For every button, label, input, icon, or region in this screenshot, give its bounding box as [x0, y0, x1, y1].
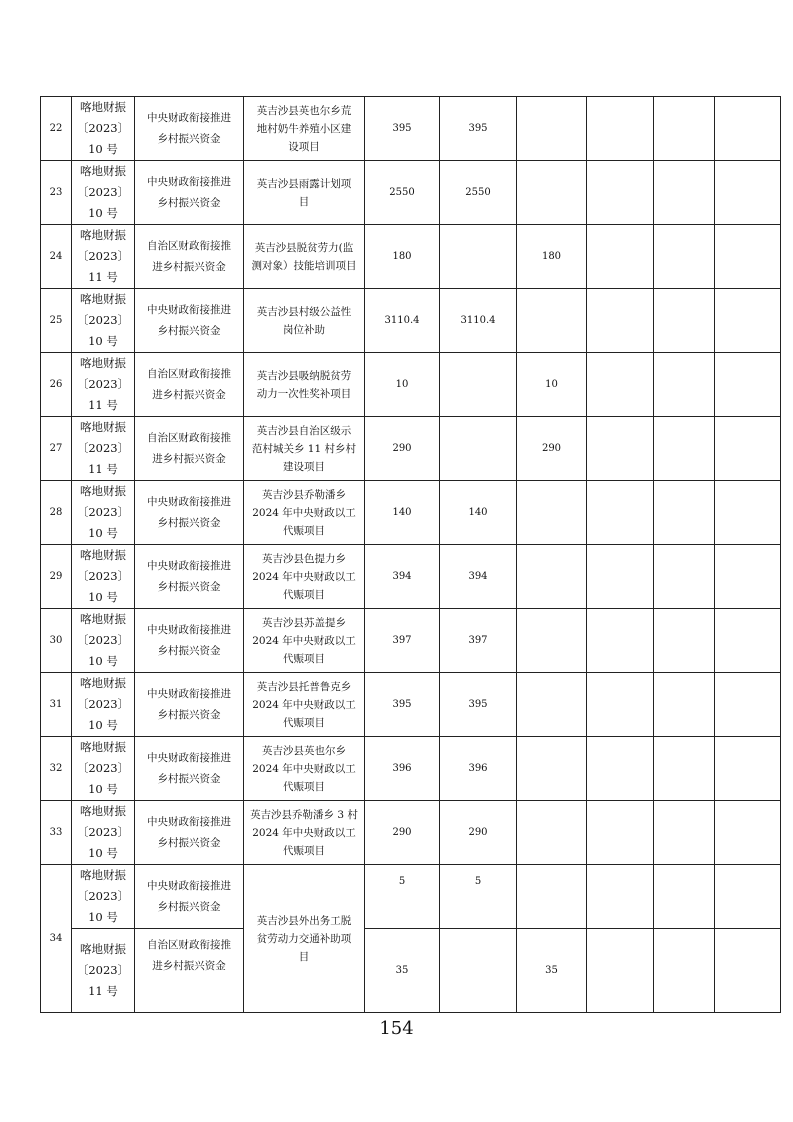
amount-col-9 — [654, 353, 715, 417]
amount-region — [517, 97, 587, 161]
amount-region: 10 — [517, 353, 587, 417]
amount-central: 3110.4 — [440, 289, 517, 353]
document-number — [72, 865, 135, 929]
amount-col-9 — [654, 737, 715, 801]
table-row — [41, 545, 781, 609]
amount-col-10 — [715, 353, 781, 417]
amount-col-8 — [587, 673, 654, 737]
amount-region — [517, 289, 587, 353]
text-line: 2024 年中央财政以工 — [252, 634, 356, 647]
fund-source — [135, 225, 244, 289]
text-line: 10 号 — [88, 334, 118, 348]
project-name — [244, 97, 365, 161]
document-number — [72, 97, 135, 161]
amount-col-9 — [654, 929, 715, 1013]
amount-col-9 — [654, 609, 715, 673]
document-number — [72, 353, 135, 417]
row-number: 28 — [41, 481, 72, 545]
project-name — [244, 481, 365, 545]
amount-col-8 — [587, 289, 654, 353]
table-row — [41, 161, 781, 225]
text-line: 目 — [298, 195, 310, 208]
text-line: 代赈项目 — [283, 524, 325, 537]
amount-region — [517, 737, 587, 801]
amount-col-9 — [654, 481, 715, 545]
amount-col-9 — [654, 673, 715, 737]
amount-col-9 — [654, 865, 715, 929]
text-line: 目 — [298, 950, 310, 963]
text-line: 代赈项目 — [283, 588, 325, 601]
fund-source — [135, 289, 244, 353]
text-line: 喀地财振 — [80, 612, 126, 626]
amount-col-8 — [587, 417, 654, 481]
amount-total: 5 — [365, 865, 440, 929]
text-line: 乡村振兴资金 — [157, 324, 221, 337]
text-line: 中央财政衔接推进 — [147, 751, 231, 764]
text-line: 建设项目 — [283, 460, 325, 473]
project-name — [244, 609, 365, 673]
text-line: 英吉沙县乔勒潘乡 — [262, 488, 346, 501]
amount-region: 35 — [517, 929, 587, 1013]
table-body — [41, 97, 781, 1013]
text-line: 10 号 — [88, 654, 118, 668]
project-name — [244, 225, 365, 289]
amount-central — [440, 225, 517, 289]
text-line: 中央财政衔接推进 — [147, 815, 231, 828]
text-line: 中央财政衔接推进 — [147, 623, 231, 636]
amount-central: 2550 — [440, 161, 517, 225]
amount-total: 394 — [365, 545, 440, 609]
amount-central — [440, 353, 517, 417]
project-name — [244, 417, 365, 481]
text-line: 自治区财政衔接推 — [147, 939, 231, 951]
text-line: 代赈项目 — [283, 780, 325, 793]
text-line: 喀地财振 — [80, 100, 126, 114]
amount-col-9 — [654, 161, 715, 225]
text-line: 11 号 — [88, 984, 118, 998]
document-number — [72, 225, 135, 289]
page-number: 154 — [379, 1018, 414, 1039]
text-line: 喀地财振 — [80, 356, 126, 370]
amount-col-8 — [587, 225, 654, 289]
text-line: 〔2023〕 — [76, 313, 130, 327]
table-row — [41, 737, 781, 801]
amount-col-10 — [715, 417, 781, 481]
amount-col-8 — [587, 865, 654, 929]
amount-col-8 — [587, 609, 654, 673]
amount-central: 396 — [440, 737, 517, 801]
text-line: 10 号 — [88, 590, 118, 604]
amount-total: 140 — [365, 481, 440, 545]
text-line: 〔2023〕 — [76, 963, 130, 977]
text-line: 2024 年中央财政以工 — [252, 826, 356, 839]
text-line: 中央财政衔接推进 — [147, 559, 231, 572]
amount-total: 290 — [365, 417, 440, 481]
amount-total: 396 — [365, 737, 440, 801]
text-line: 乡村振兴资金 — [157, 196, 221, 209]
amount-total: 395 — [365, 673, 440, 737]
amount-col-8 — [587, 929, 654, 1013]
text-line: 自治区财政衔接推 — [147, 431, 231, 444]
text-line: 中央财政衔接推进 — [147, 495, 231, 508]
text-line: 喀地财振 — [80, 548, 126, 562]
table-row — [41, 289, 781, 353]
amount-central — [440, 929, 517, 1013]
amount-central: 394 — [440, 545, 517, 609]
text-line: 〔2023〕 — [76, 697, 130, 711]
amount-col-9 — [654, 289, 715, 353]
text-line: 10 号 — [88, 718, 118, 732]
text-line: 乡村振兴资金 — [157, 772, 221, 785]
text-line: 自治区财政衔接推 — [147, 367, 231, 380]
text-line: 11 号 — [88, 398, 118, 412]
amount-central: 395 — [440, 97, 517, 161]
text-line: 英吉沙县自治区级示 — [256, 424, 352, 437]
text-line: 乡村振兴资金 — [157, 900, 221, 913]
text-line: 10 号 — [88, 142, 118, 156]
text-line: 英吉沙县色提力乡 — [262, 552, 346, 565]
amount-col-10 — [715, 673, 781, 737]
amount-region — [517, 481, 587, 545]
text-line: 乡村振兴资金 — [157, 580, 221, 593]
table-row — [41, 673, 781, 737]
document-number — [72, 481, 135, 545]
text-line: 〔2023〕 — [76, 249, 130, 263]
amount-total: 2550 — [365, 161, 440, 225]
text-line: 喀地财振 — [80, 676, 126, 690]
text-line: 进乡村振兴资金 — [152, 260, 226, 273]
row-number: 24 — [41, 225, 72, 289]
text-line: 乡村振兴资金 — [157, 708, 221, 721]
amount-total: 395 — [365, 97, 440, 161]
amount-total: 397 — [365, 609, 440, 673]
text-line: 喀地财振 — [80, 420, 126, 434]
text-line: 进乡村振兴资金 — [152, 960, 226, 972]
amount-col-9 — [654, 417, 715, 481]
table-row — [41, 353, 781, 417]
text-line: 英吉沙县苏盖提乡 — [262, 616, 346, 629]
fund-source — [135, 929, 244, 1013]
amount-col-10 — [715, 737, 781, 801]
amount-region — [517, 161, 587, 225]
amount-col-10 — [715, 161, 781, 225]
amount-central — [440, 417, 517, 481]
amount-col-10 — [715, 801, 781, 865]
text-line: 喀地财振 — [80, 942, 126, 956]
text-line: 范村城关乡 11 村乡村 — [251, 442, 357, 455]
document-number — [72, 545, 135, 609]
fund-source — [135, 417, 244, 481]
fund-source — [135, 353, 244, 417]
amount-region — [517, 673, 587, 737]
text-line: 中央财政衔接推进 — [147, 303, 231, 316]
text-line: 中央财政衔接推进 — [147, 879, 231, 892]
text-line: 乡村振兴资金 — [157, 516, 221, 529]
row-number: 30 — [41, 609, 72, 673]
amount-total: 3110.4 — [365, 289, 440, 353]
text-line: 设项目 — [288, 140, 320, 153]
text-line: 中央财政衔接推进 — [147, 111, 231, 124]
text-line: 代赈项目 — [283, 844, 325, 857]
document-number — [72, 289, 135, 353]
text-line: 2024 年中央财政以工 — [252, 762, 356, 775]
text-line: 喀地财振 — [80, 868, 126, 882]
project-name — [244, 865, 365, 1013]
project-name — [244, 289, 365, 353]
text-line: 〔2023〕 — [76, 569, 130, 583]
text-line: 〔2023〕 — [76, 441, 130, 455]
amount-col-8 — [587, 97, 654, 161]
text-line: 11 号 — [88, 462, 118, 476]
text-line: 乡村振兴资金 — [157, 836, 221, 849]
text-line: 岗位补助 — [283, 323, 325, 336]
text-line: 英吉沙县吸纳脱贫劳 — [256, 369, 352, 382]
amount-col-10 — [715, 97, 781, 161]
text-line: 动力一次性奖补项目 — [256, 387, 352, 400]
project-name — [244, 161, 365, 225]
text-line: 〔2023〕 — [76, 185, 130, 199]
amount-col-8 — [587, 545, 654, 609]
amount-col-9 — [654, 225, 715, 289]
row-number: 29 — [41, 545, 72, 609]
amount-col-9 — [654, 545, 715, 609]
row-number: 32 — [41, 737, 72, 801]
amount-col-10 — [715, 481, 781, 545]
text-line: 进乡村振兴资金 — [152, 452, 226, 465]
amount-col-9 — [654, 97, 715, 161]
amount-col-10 — [715, 289, 781, 353]
text-line: 乡村振兴资金 — [157, 644, 221, 657]
row-number: 26 — [41, 353, 72, 417]
amount-col-10 — [715, 225, 781, 289]
project-name — [244, 673, 365, 737]
project-name — [244, 353, 365, 417]
text-line: 2024 年中央财政以工 — [252, 506, 356, 519]
amount-col-8 — [587, 353, 654, 417]
document-number — [72, 417, 135, 481]
text-line: 〔2023〕 — [76, 505, 130, 519]
text-line: 喀地财振 — [80, 292, 126, 306]
text-line: 喀地财振 — [80, 484, 126, 498]
amount-region: 180 — [517, 225, 587, 289]
text-line: 10 号 — [88, 910, 118, 924]
fund-source — [135, 865, 244, 929]
text-line: 英吉沙县托普鲁克乡 — [256, 680, 352, 693]
table-row — [41, 481, 781, 545]
project-name — [244, 545, 365, 609]
table-row — [41, 225, 781, 289]
text-line: 英吉沙县英也尔乡荒 — [256, 104, 352, 117]
table-row — [41, 609, 781, 673]
text-line: 喀地财振 — [80, 740, 126, 754]
text-line: 进乡村振兴资金 — [152, 388, 226, 401]
document-number — [72, 673, 135, 737]
text-line: 11 号 — [88, 270, 118, 284]
text-line: 英吉沙县外出务工脱 — [256, 914, 352, 927]
table-row — [41, 97, 781, 161]
text-line: 英吉沙县乔勒潘乡 3 村 — [250, 808, 358, 821]
fund-source — [135, 545, 244, 609]
fund-source — [135, 801, 244, 865]
table-row — [41, 929, 781, 1013]
project-name — [244, 737, 365, 801]
amount-total: 35 — [365, 929, 440, 1013]
table-row — [41, 865, 781, 929]
amount-total: 290 — [365, 801, 440, 865]
row-number: 25 — [41, 289, 72, 353]
text-line: 自治区财政衔接推 — [147, 239, 231, 252]
text-line: 2024 年中央财政以工 — [252, 698, 356, 711]
document-number — [72, 609, 135, 673]
amount-central: 395 — [440, 673, 517, 737]
document-number — [72, 929, 135, 1013]
row-number: 34 — [41, 865, 72, 1013]
text-line: 中央财政衔接推进 — [147, 687, 231, 700]
text-line: 〔2023〕 — [76, 889, 130, 903]
text-line: 地村奶牛养殖小区建 — [256, 122, 352, 135]
amount-central: 290 — [440, 801, 517, 865]
text-line: 中央财政衔接推进 — [147, 175, 231, 188]
amount-col-8 — [587, 801, 654, 865]
text-line: 喀地财振 — [80, 804, 126, 818]
amount-col-10 — [715, 545, 781, 609]
text-line: 英吉沙县脱贫劳力(监 — [254, 241, 354, 254]
amount-region — [517, 609, 587, 673]
text-line: 英吉沙县村级公益性 — [256, 305, 352, 318]
fund-source — [135, 673, 244, 737]
text-line: 10 号 — [88, 782, 118, 796]
row-number: 31 — [41, 673, 72, 737]
amount-col-9 — [654, 801, 715, 865]
amount-region — [517, 545, 587, 609]
fund-source — [135, 97, 244, 161]
text-line: 10 号 — [88, 206, 118, 220]
amount-central: 5 — [440, 865, 517, 929]
document-number — [72, 801, 135, 865]
text-line: 2024 年中央财政以工 — [252, 570, 356, 583]
amount-col-10 — [715, 865, 781, 929]
text-line: 〔2023〕 — [76, 377, 130, 391]
project-name — [244, 801, 365, 865]
amount-region: 290 — [517, 417, 587, 481]
amount-col-10 — [715, 929, 781, 1013]
amount-total: 180 — [365, 225, 440, 289]
text-line: 〔2023〕 — [76, 633, 130, 647]
amount-col-8 — [587, 737, 654, 801]
table-row — [41, 801, 781, 865]
text-line: 〔2023〕 — [76, 825, 130, 839]
amount-central: 397 — [440, 609, 517, 673]
text-line: 〔2023〕 — [76, 761, 130, 775]
fund-source — [135, 481, 244, 545]
text-line: 喀地财振 — [80, 228, 126, 242]
text-line: 测对象）技能培训项目 — [251, 259, 357, 272]
text-line: 代赈项目 — [283, 652, 325, 665]
funding-table — [40, 96, 781, 1013]
amount-region — [517, 801, 587, 865]
text-line: 贫劳动力交通补助项 — [256, 932, 352, 945]
amount-central: 140 — [440, 481, 517, 545]
document-number — [72, 737, 135, 801]
fund-source — [135, 737, 244, 801]
fund-source — [135, 609, 244, 673]
text-line: 10 号 — [88, 526, 118, 540]
text-line: 乡村振兴资金 — [157, 132, 221, 145]
text-line: 英吉沙县雨露计划项 — [256, 177, 352, 190]
row-number: 23 — [41, 161, 72, 225]
text-line: 〔2023〕 — [76, 121, 130, 135]
amount-region — [517, 865, 587, 929]
fund-source — [135, 161, 244, 225]
row-number: 22 — [41, 97, 72, 161]
text-line: 喀地财振 — [80, 164, 126, 178]
amount-col-10 — [715, 609, 781, 673]
table-row — [41, 417, 781, 481]
amount-col-8 — [587, 161, 654, 225]
row-number: 33 — [41, 801, 72, 865]
document-number — [72, 161, 135, 225]
amount-total: 10 — [365, 353, 440, 417]
text-line: 10 号 — [88, 846, 118, 860]
text-line: 英吉沙县英也尔乡 — [262, 744, 346, 757]
text-line: 代赈项目 — [283, 716, 325, 729]
amount-col-8 — [587, 481, 654, 545]
row-number: 27 — [41, 417, 72, 481]
